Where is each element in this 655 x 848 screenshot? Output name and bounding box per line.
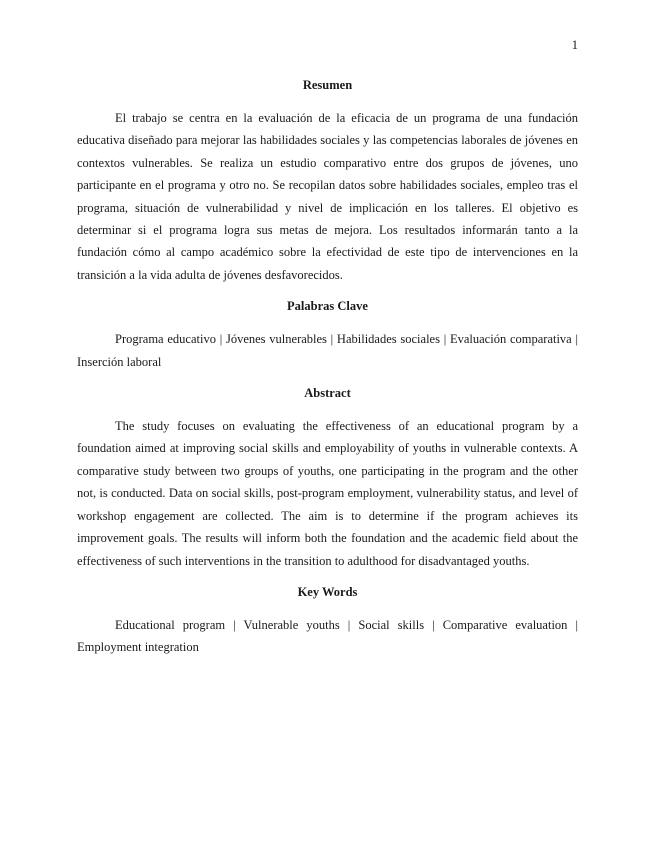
abstract-section xyxy=(77,384,578,572)
resumen-heading: Resumen xyxy=(302,78,353,92)
key-words-paragraph: Educational program | Vulnerable youths | Social skills | Comparative evaluation | Employment integration xyxy=(77,617,578,655)
palabras-clave-paragraph: Programa educativo | Jóvenes vulnerables | Habilidades sociales | Evaluación comparativa | Inserción laboral xyxy=(77,332,578,369)
palabras-clave-heading: Palabras Clave xyxy=(287,299,368,314)
key-words-heading: Key Words xyxy=(297,584,358,599)
palabras-clave-section xyxy=(77,297,578,373)
abstract-heading: Abstract xyxy=(304,386,351,401)
abstract-paragraph: The study focuses on evaluating the effectiveness of an educational program by a foundation aimed at improving social skills and employability of youths in vulnerable contexts. A comparative study between two groups of youths, one participating in the program and the other not, is conducted. Data on social skills, post-program employment, vulnerability status, and level of workshop engagement are collected. The aim is to determine if the program achieves its improvement goals. The results will inform both the foundation and the academic field about the effectiveness of such interventions in the transition to adulthood for disadvantaged youths. xyxy=(77,419,578,568)
key-words-section xyxy=(77,583,578,659)
resumen-paragraph: El trabajo se centra en la evaluación de la eficacia de un programa de una fundación educativa diseñado para mejorar las habilidades sociales y las competencias laborales de jóvenes en contextos vulnerables. Se realiza un estudio comparativo entre dos grupos de jóvenes, uno participante en el programa y otro no. Se recopilan datos sobre habilidades sociales, empleo tras el programa, situación de vulnerabilidad y nivel de implicación en los talleres. El objetivo es determinar si el programa logra sus metas de mejora. Los resultados informarán tanto a la fundación cómo al campo académico sobre la efectividad de este tipo de intervenciones en la transición a la vida adulta de jóvenes desfavorecidos. xyxy=(77,111,578,282)
page-number: 1 xyxy=(571,38,578,52)
resumen-section xyxy=(77,76,578,286)
document-body xyxy=(77,76,578,659)
